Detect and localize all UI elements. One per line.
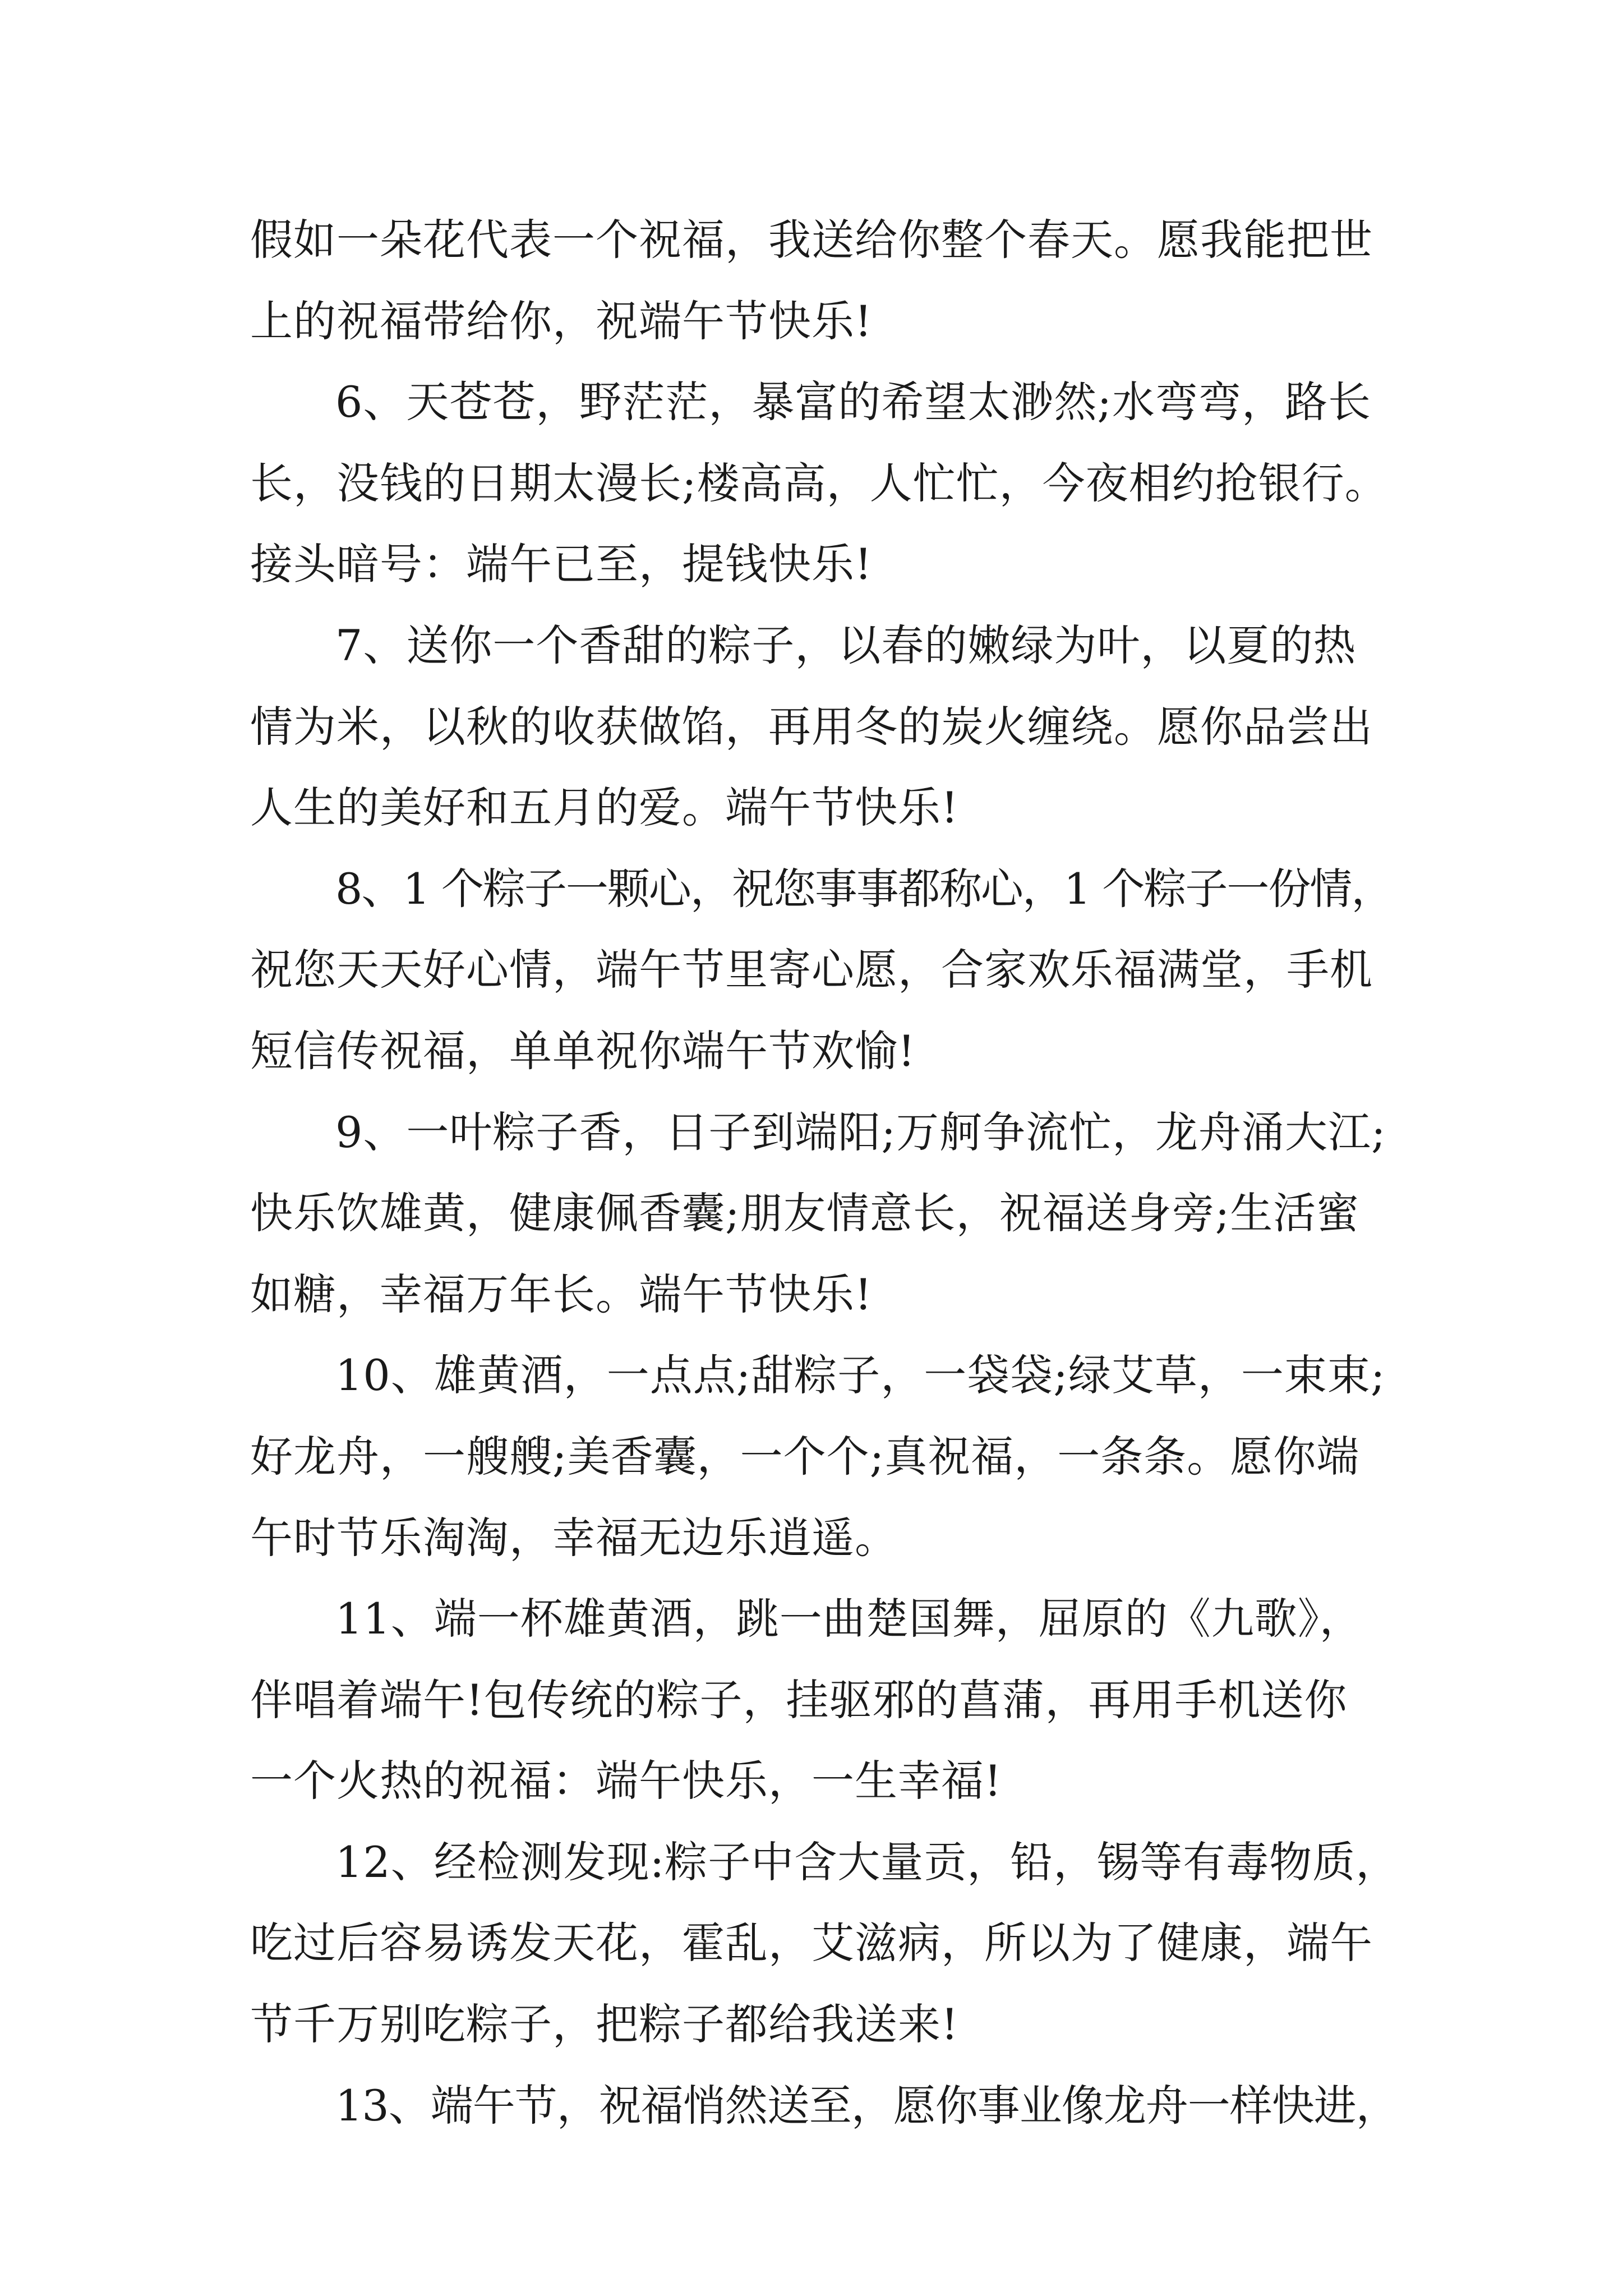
text-line: 6、天苍苍，野茫茫，暴富的希望太渺然;水弯弯，路长 [335,377,1371,427]
text-line: 9、一叶粽子香，日子到端阳;万舸争流忙，龙舟涌大江; [335,1107,1386,1157]
paragraph [250,362,1400,605]
text-line: 10、雄黄酒，一点点;甜粽子，一袋袋;绿艾草，一束束; [335,1350,1386,1401]
text-line: 一个火热的祝福：端午快乐，一生幸福! [250,1756,1002,1806]
text-line: 午时节乐淘淘，幸福无边乐逍遥。 [250,1512,898,1563]
paragraph [250,1092,1400,1336]
text-line: 8、1 个粽子一颗心，祝您事事都称心，1 个粽子一份情， [335,863,1393,914]
text-line: 伴唱着端午!包传统的粽子，挂驱邪的菖蒲，再用手机送你 [250,1674,1348,1725]
paragraph [250,2065,1400,2147]
text-line: 短信传祝福，单单祝你端午节欢愉! [250,1025,916,1076]
text-line: 上的祝福带给你，祝端午节快乐! [250,296,873,346]
text-line: 接头暗号：端午已至，提钱快乐! [250,539,873,590]
text-line: 节千万别吃粽子，把粽子都给我送来! [250,1999,959,2050]
text-line: 快乐饮雄黄，健康佩香囊;朋友情意长，祝福送身旁;生活蜜 [250,1188,1360,1239]
text-line: 情为米，以秋的收获做馅，再用冬的炭火缠绕。愿你品尝出 [250,701,1373,752]
text-line: 吃过后容易诱发天花，霍乱，艾滋病，所以为了健康，端午 [250,1918,1373,1968]
text-line: 好龙舟，一艘艘;美香囊，一个个;真祝福，一条条。愿你端 [250,1431,1360,1481]
text-line: 祝您天天好心情，端午节里寄心愿，合家欢乐福满堂，手机 [250,945,1373,995]
text-line: 如糖，幸福万年长。端午节快乐! [250,1269,873,1319]
text-line: 12、经检测发现:粽子中含大量贡，铅，锡等有毒物质， [335,1837,1399,1887]
text-line: 假如一朵花代表一个祝福，我送给你整个春天。愿我能把世 [250,215,1373,265]
text-line: 11、端一杯雄黄酒，跳一曲楚国舞，屈原的《九歌》， [335,1594,1363,1644]
paragraph [250,849,1400,1092]
paragraph [250,1335,1400,1579]
paragraph [250,1579,1400,1822]
text-line: 长，没钱的日期太漫长;楼高高，人忙忙，今夜相约抢银行。 [250,458,1388,508]
document-body [250,200,1400,2146]
paragraph [250,605,1400,849]
text-line: 13、端午节，祝福悄然送至，愿你事业像龙舟一样快进， [335,2080,1398,2131]
text-line: 7、送你一个香甜的粽子，以春的嫩绿为叶，以夏的热 [335,620,1357,670]
text-line: 人生的美好和五月的爱。端午节快乐! [250,783,959,833]
paragraph [250,1822,1400,2065]
paragraph [250,200,1400,362]
